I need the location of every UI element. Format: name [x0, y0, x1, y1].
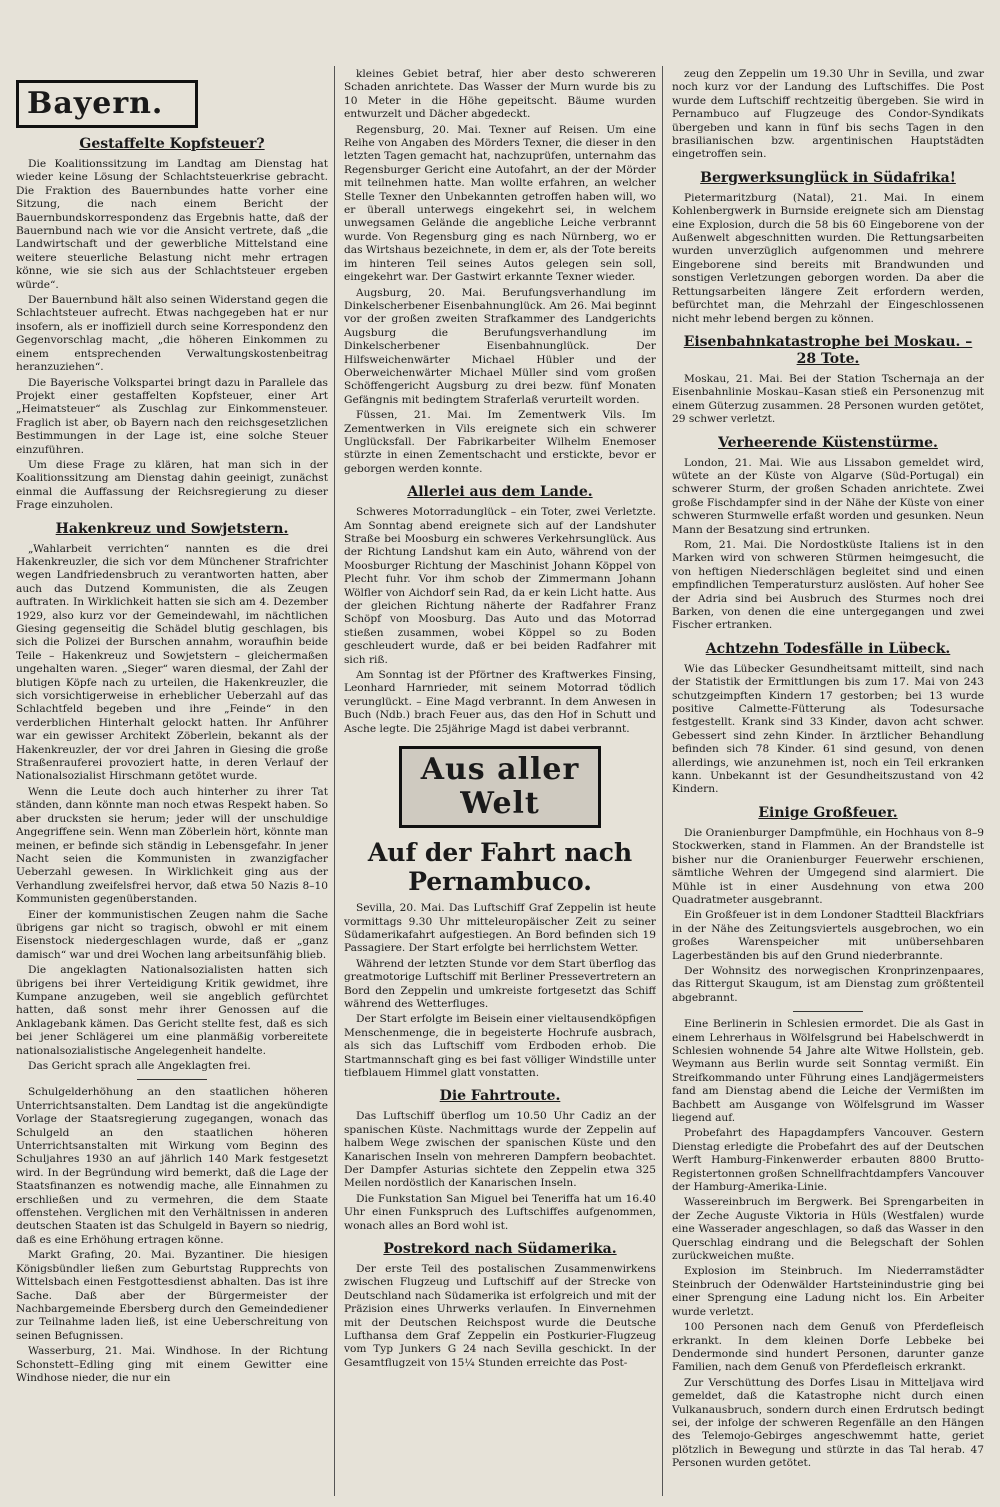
column-1	[16, 78, 328, 1498]
article-paragraph: Einer der kommunistischen Zeugen nahm die Sache übrigens gar nicht so tragisch, obwohl er mit einem Eisenstock niedergeschlagen wurde, daß er „ganz damisch“ war und drei Wochen lang arbeitsunfähig blieb.	[16, 908, 328, 961]
column-2	[344, 68, 656, 1498]
article-paragraph: London, 21. Mai. Wie aus Lissabon gemeldet wird, wütete an der Küste von Algarve (Süd-Portugal) ein schwerer Sturm, der großen Schaden anrichtete. Zwei große Fischdampfer sind in der Nähe der Küste von einer schweren Sturmwelle erfaßt worden und gesunken. Neun Mann der Besatzung sind ertrunken.	[672, 456, 984, 536]
news-item: Wasserburg, 21. Mai. Windhose. In der Richtung Schonstett–Edling ging mit einem Gewitter eine Windhose nieder, die nur ein	[16, 1345, 328, 1384]
headline-allerlei: Allerlei aus dem Lande.	[407, 484, 593, 501]
article-paragraph: Der erste Teil des postalischen Zusammenwirkens zwischen Flugzeug und Luftschiff auf der Strecke von Deutschland nach Südamerika ist erfolgreich und mit der Präzision eines Uhrwerks verlaufen. In Einvernehmen mit der Deutschen Reichspost wurde die Deutsche Lufthansa dem Graf Zeppelin ein Postkurier-Flugzeug vom Typ Junkers G 24 nach Sevilla geschickt. In der Gesamtflugzeit von 15¼ Stunden erreichte das Post-	[344, 1263, 656, 1369]
headline-grossfeuer: Einige Großfeuer.	[758, 804, 898, 821]
article-paragraph: Die Koalitionssitzung im Landtag am Dienstag hat wieder keine Lösung der Schlachtsteuerkrise gebracht. Die Fraktion des Bauernbundes hatte vorher eine Sitzung, die nach einem Bericht der Bauernbundskorrespondenz das Ergebnis hatte, daß der Bauernbund nach wie vor die Ansicht vertrete, daß „die Landwirtschaft und der gewerbliche Mittelstand eine weitere steuerliche Belastung nicht mehr ertragen könne, wie sie sich aus der Schlachtsteuer ergeben würde“.	[16, 158, 328, 291]
news-item: Regensburg, 20. Mai. Texner auf Reisen. Um eine Reihe von Angaben des Mörders Texner, die dieser in den letzten Tagen gemacht hat, nachzuprüfen, unternahm das Regensburger Gericht eine Autofahrt, an der der Mörder mit teilnehmen hatte. Man wollte erfahren, an welcher Stelle Texner den Unbekannten getroffen haben will, wo er überall unterwegs eingekehrt sei, in welchem unwegsamen Gelände die angebliche Leiche verbrannt wurde. Von Regensburg ging es nach Nürnberg, wo er das Wirtshaus bezeichnete, in dem er, als der Tote bereits im hinteren Teil seines Autos gelegen sein soll, eingekehrt war. Der Gastwirt erkannte Texner wieder.	[344, 123, 656, 284]
article-paragraph: „Wahlarbeit verrichten“ nannten es die drei Hakenkreuzler, die sich vor dem Münchener Strafrichter wegen Landfriedensbruch zu verantworten hatten, aber auch das Dutzend Kommunisten, die als Zeugen auftraten. In Wirklichkeit hatten sie sich am 4. Dezember 1929, also kurz vor der Gemeindewahl, im nächtlichen Giesing gegenseitig die Schädel blutig geschlagen, bis sich die Polizei der Burschen annahm, woraufhin beide Teile – Hakenkreuz und Sowjetstern – gleichermaßen ungehalten waren. „Sieger“ waren diesmal, der Zahl der blutigen Köpfe nach zu urteilen, die Hakenkreuzler, die sich vorsichtigerweise in erheblicher Ueberzahl auf das Schlachtfeld begeben und ihre „Feinde“ in den verderblichen Hinterhalt gelockt hatten. Ihr Anführer war ein gewisser Architekt Zöberlein, bekannt als der Hakenkreuzler, der vor drei Jahren in Giesing die große Straßenrauferei provoziert hatte, in deren Verlauf der Nationalsozialist Hirschmann getötet wurde.	[16, 542, 328, 783]
headline-kuestenstuerme: Verheerende Küstenstürme.	[718, 434, 938, 451]
news-item: Schweres Motorradunglück – ein Toter, zwei Verletzte. Am Sonntag abend ereignete sich auf der Landshuter Straße bei Moosburg ein schweres Verkehrsunglück. Aus der Richtung Landshut kam ein Auto, während von der Moosburger Richtung der Maschinist Johann Köppel von Plecht fuhr. Vor ihm schob der Zimmermann Johann Wölfler von Aichdorf sein Rad, da er kein Licht hatte. Aus der gleichen Richtung näherte der Radfahrer Franz Schöpf von Moosburg. Das Auto und das Motorrad stießen zusammen, wobei Köppel so zu Boden geschleudert wurde, daß er bei beiden Radfahrer mit sich riß.	[344, 506, 656, 666]
article-paragraph: Pietermaritzburg (Natal), 21. Mai. In einem Kohlenbergwerk in Burnside ereignete sich am Dienstag eine Explosion, durch die 58 bis 60 Eingeborene von der Außenwelt abgeschnitten wurden. Die Rettungsarbeiten wurden unverzüglich aufgenommen und mehrere Eingeborene sind bereits mit Brandwunden und sonstigen Verletzungen geborgen worden. Da aber die Rettungsarbeiten längere Zeit erfordern werden, befürchtet man, die Mehrzahl der Eingeschlossenen nicht mehr lebend bergen zu können.	[672, 191, 984, 325]
article-paragraph: Während der letzten Stunde vor dem Start überflog das greatmotorige Luftschiff mit Berliner Pressevertretern an Bord den Zeppelin und umkreiste fortgesetzt das Schiff während des Wetterfluges.	[344, 957, 656, 1010]
news-item: 100 Personen nach dem Genuß von Pferdefleisch erkrankt. In dem kleinen Dorfe Lebbeke bei Dendermonde sind hundert Personen, darunter ganze Familien, nach dem Genuß von Pferdefleisch erkrankt.	[672, 1321, 984, 1374]
section-title-aus-aller-welt: Aus aller Welt	[399, 746, 601, 828]
article-paragraph: Ein Großfeuer ist in dem Londoner Stadtteil Blackfriars in der Nähe des Zeitungsviertels ausgebrochen, wo ein großes Warenspeicher mit unübersehbaren Lagerbeständen bis auf den Grund niederbrannte.	[672, 909, 984, 962]
article-paragraph: Die Oranienburger Dampfmühle, ein Hochhaus von 8–9 Stockwerken, stand in Flammen. An der Brandstelle ist bisher nur die Oranienburger Feuerwehr erschienen, sämtliche Wehren der Umgegend sind alarmiert. Die Mühle ist in einer Ausdehnung von etwa 200 Quadratmeter ausgebrannt.	[672, 826, 984, 906]
headline-moskau: Eisenbahnkatastrophe bei Moskau. – 28 Tote.	[683, 333, 973, 367]
article-paragraph: Um diese Frage zu klären, hat man sich in der Koalitionssitzung am Dienstag dahin geeinigt, zunächst einmal die Auffassung der Reichsregierung zu dieser Frage einzuholen.	[16, 458, 328, 512]
divider	[793, 1011, 863, 1012]
divider	[137, 1079, 207, 1080]
article-paragraph: kleines Gebiet betraf, hier aber desto schwereren Schaden anrichtete. Das Wasser der Murn wurde bis zu 10 Meter in die Höhe gepeitscht. Bäume wurden entwurzelt und Dächer abgedeckt.	[344, 68, 656, 121]
column-3	[672, 68, 984, 1498]
article-paragraph: Die Bayerische Volkspartei bringt dazu in Parallele das Projekt einer gestaffelten Kopfsteuer, einer Art „Heimatsteuer“ als Zuschlag zur Einkommensteuer. Fraglich ist aber, ob Bayern nach den reichsgesetzlichen Bestimmungen in der Lage ist, eine solche Steuer einzuführen.	[16, 376, 328, 456]
headline-postrekord: Postrekord nach Südamerika.	[383, 1241, 617, 1258]
news-item: Eine Berlinerin in Schlesien ermordet. Die als Gast in einem Lehrerhaus in Wölfelsgrund bei Habelschwerdt in Schlesien wohnende 54 Jahre alte Witwe Hollstein, geb. Weymann aus Berlin wurde seit Sonntag vermißt. Ein Streifkommando unter Führung eines Landjägermeisters fand am Dienstag abend die Leiche der Vermißten im Bachbett am Ausgange von Wölfelsgrund im Wasser liegend auf.	[672, 1018, 984, 1124]
column-rule	[334, 66, 335, 1496]
headline-fahrtroute: Die Fahrtroute.	[439, 1088, 561, 1105]
section-title-bayern: Bayern.	[16, 80, 198, 128]
headline-bergwerk: Bergwerksunglück in Südafrika!	[700, 169, 956, 186]
article-paragraph: Rom, 21. Mai. Die Nordostküste Italiens ist in den Marken wird von schweren Stürmen heimgesucht, die von heftigen Niederschlägen begleitet sind und einen empfindlichen Temperatursturz auslösten. Auf hoher See der Adria sind bei Ausbruch des Sturmes noch drei Barken, von denen die eine untergegangen und zwei Fischer ertranken.	[672, 538, 984, 632]
article-paragraph: Wenn die Leute doch auch hinterher zu ihrer Tat ständen, dann könnte man noch etwas Respekt haben. So aber drucksten sie herum; jeder will der unschuldige Angegriffene sein. Wenn man Zöberlein hört, könnte man meinen, er befinde sich ständig in Lebensgefahr. In jener Nacht seien die Kommunisten in zwanzigfacher Ueberzahl gewesen. In Wirklichkeit ging aus der Verhandlung zweifelsfrei hervor, daß etwa 50 Nazis 8–10 Kommunisten gegenüberstanden.	[16, 785, 328, 906]
article-paragraph: Der Bauernbund hält also seinen Widerstand gegen die Schlachtsteuer aufrecht. Etwas nachgegeben hat er nur insofern, als er inoffiziell durch seine Korrespondenz den Gegenvorschlag macht, „die höheren Einkommen zu einem entsprechenden Verwaltungskostenbeitrag heranzuziehen“.	[16, 294, 328, 374]
article-paragraph: zeug den Zeppelin um 19.30 Uhr in Sevilla, und zwar noch kurz vor der Landung des Luftschiffes. Die Post wurde dem Luftschiff rechtzeitig übergeben. Sie wird in Pernambuco auf Flugzeuge des Condor-Syndikats übergeben und kann in fünf bis sechs Tagen in den brasilianischen bzw. argentinischen Hauptstädten eingetroffen sein.	[672, 68, 984, 161]
article-paragraph: Die Funkstation San Miguel bei Teneriffa hat um 16.40 Uhr einen Funkspruch des Luftschiffes aufgenommen, wonach alles an Bord wohl ist.	[344, 1192, 656, 1232]
article-paragraph: Wie das Lübecker Gesundheitsamt mitteilt, sind nach der Statistik der Ermittlungen bis zum 17. Mai von 243 schutzgeimpften Kindern 17 gestorben; bei 13 wurde positive Calmette-Fütterung als Todesursache festgestellt. Krank sind 33 Kinder, davon acht schwer. Gebessert sind zehn Kinder. In ärztlicher Behandlung befinden sich 78 Kinder. 61 sind gesund, von denen allerdings, wie anzunehmen ist, noch ein Teil erkranken kann. Unbekannt ist der Gesundheitszustand von 42 Kindern.	[672, 662, 984, 796]
news-item: Probefahrt des Hapagdampfers Vancouver. Gestern Dienstag erledigte die Probefahrt des auf der Deutschen Werft Hamburg-Finkenwerder erbauten 8800 Brutto-Registertonnen großen Schnellfrachtdampfers Vancouver der Hamburg-Amerika-Linie.	[672, 1127, 984, 1194]
headline-hakenkreuz: Hakenkreuz und Sowjetstern.	[55, 520, 289, 537]
article-paragraph: Moskau, 21. Mai. Bei der Station Tschernaja an der Eisenbahnlinie Moskau–Kasan stieß ein Personenzug mit einem Güterzug zusammen. 28 Personen wurden getötet, 29 schwer verletzt.	[672, 372, 984, 426]
headline-pernambuco: Auf der Fahrt nach Pernambuco.	[367, 838, 633, 897]
news-item: Explosion im Steinbruch. Im Niederramstädter Steinbruch der Odenwälder Hartsteinindustrie ging bei einer Sprengung eine Ladung nicht los. Ein Arbeiter wurde verletzt.	[672, 1265, 984, 1318]
news-item: Wassereinbruch im Bergwerk. Bei Sprengarbeiten in der Zeche Auguste Viktoria in Hüls (Westfalen) wurde eine Wasserader angeschlagen, so daß das Wasser in den Querschlag eindrang und die Belegschaft der Sohlen zurückweichen mußte.	[672, 1196, 984, 1263]
news-item: Am Sonntag ist der Pförtner des Kraftwerkes Finsing, Leonhard Harnrieder, mit seinem Motorrad tödlich verunglückt. – Eine Magd verbrannt. In dem Anwesen in Buch (Ndb.) brach Feuer aus, das den Hof in Schutt und Asche legte. Die 25jährige Magd ist dabei verbrannt.	[344, 669, 656, 735]
article-paragraph: Der Wohnsitz des norwegischen Kronprinzenpaares, das Rittergut Skaugum, ist am Dienstag zum größtenteil abgebrannt.	[672, 964, 984, 1004]
news-item: Schulgelderhöhung an den staatlichen höheren Unterrichtsanstalten. Dem Landtag ist die angekündigte Vorlage der Staatsregierung zugegangen, wonach das Schulgeld an den staatlichen höheren Unterrichtsanstalten mit Wirkung vom Beginn des Schuljahres 1930 an auf jährlich 140 Mark festgesetzt wird. In der Begründung wird bemerkt, daß die Lage der Staatsfinanzen es notwendig mache, alle Einnahmen zu erschließen und zu vermehren, die dem Staate offenstehen. Verglichen mit den Verhältnissen in anderen deutschen Staaten ist das Schulgeld in Bayern so niedrig, daß es eine Erhöhung ertragen könne.	[16, 1086, 328, 1246]
news-item: Augsburg, 20. Mai. Berufungsverhandlung im Dinkelscherbener Eisenbahnunglück. Am 26. Mai beginnt vor der großen zweiten Strafkammer des Landgerichts Augsburg die Berufungsverhandlung im Dinkelscherbener Eisenbahnunglück. Der Hilfsweichenwärter Michael Hübler und der Oberweichenwärter Michael Müller sind vom großen Schöffengericht Augsburg zu drei bezw. fünf Monaten Gefängnis mit bedingtem Straferlaß verurteilt worden.	[344, 286, 656, 406]
headline-luebeck: Achtzehn Todesfälle in Lübeck.	[705, 640, 951, 657]
news-item: Markt Grafing, 20. Mai. Byzantiner. Die hiesigen Königsbündler ließen zum Geburtstag Rupprechts von Wittelsbach einen Festgottesdienst abhalten. Das ist ihre Sache. Daß aber der Bürgermeister der Nachbargemeinde Ebersberg durch den Gemeindediener zur Teilnahme laden ließ, ist eine Ueberschreitung von seinen Befugnissen.	[16, 1249, 328, 1342]
column-rule	[662, 66, 663, 1496]
headline-kopfsteuer: Gestaffelte Kopfsteuer?	[79, 136, 265, 152]
news-item: Zur Verschüttung des Dorfes Lisau in Mitteljava wird gemeldet, daß die Katastrophe nicht durch einen Vulkanausbruch, sondern durch einen Erdrutsch bedingt sei, der infolge der schweren Regenfälle an den Hängen des Telemojo-Gebirges angeschwemmt hatte, geriet plötzlich in Bewegung und stürzte in das Tal herab. 47 Personen wurden getötet.	[672, 1376, 984, 1470]
news-item: Füssen, 21. Mai. Im Zementwerk Vils. Im Zementwerken in Vils ereignete sich ein schwerer Unglücksfall. Der Fabrikarbeiter Wilhelm Enemoser stürzte in einen Zementschacht und erstickte, bevor er geborgen werden konnte.	[344, 409, 656, 475]
article-paragraph: Das Luftschiff überflog um 10.50 Uhr Cadiz an der spanischen Küste. Nachmittags wurde der Zeppelin auf halbem Wege zwischen der spanischen Küste und den Kanarischen Inseln von mehreren Dampfern beobachtet. Der Dampfer Asturias sichtete den Zeppelin etwa 325 Meilen nordöstlich der Kanarischen Inseln.	[344, 1110, 656, 1190]
article-paragraph: Die angeklagten Nationalsozialisten hatten sich übrigens bei ihrer Verteidigung Kritik gewidmet, ihre Kumpane anzugeben, weil sie angeblich gefürchtet hatten, daß sonst mehr ihrer Genossen auf die Anklagebank kämen. Das Gericht stellte fest, daß es sich bei jener Schlägerei um eine planmäßig vorbereitete nationalsozialistische Angelegenheit handelte.	[16, 964, 328, 1057]
article-paragraph: Der Start erfolgte im Beisein einer vieltausendköpfigen Menschenmenge, die in begeisterte Hochrufe ausbrach, als sich das Luftschiff vom Erdboden erhob. Die Startmannschaft ging es bei fast völliger Windstille unter tiefblauem Himmel glatt vonstatten.	[344, 1013, 656, 1079]
article-paragraph: Das Gericht sprach alle Angeklagten frei.	[28, 1060, 251, 1072]
article-paragraph: Sevilla, 20. Mai. Das Luftschiff Graf Zeppelin ist heute vormittags 9.30 Uhr mitteleuropäischer Zeit zu seiner Südamerikafahrt aufgestiegen. An Bord befinden sich 19 Passagiere. Der Start erfolgte bei herrlichstem Wetter.	[344, 902, 656, 955]
